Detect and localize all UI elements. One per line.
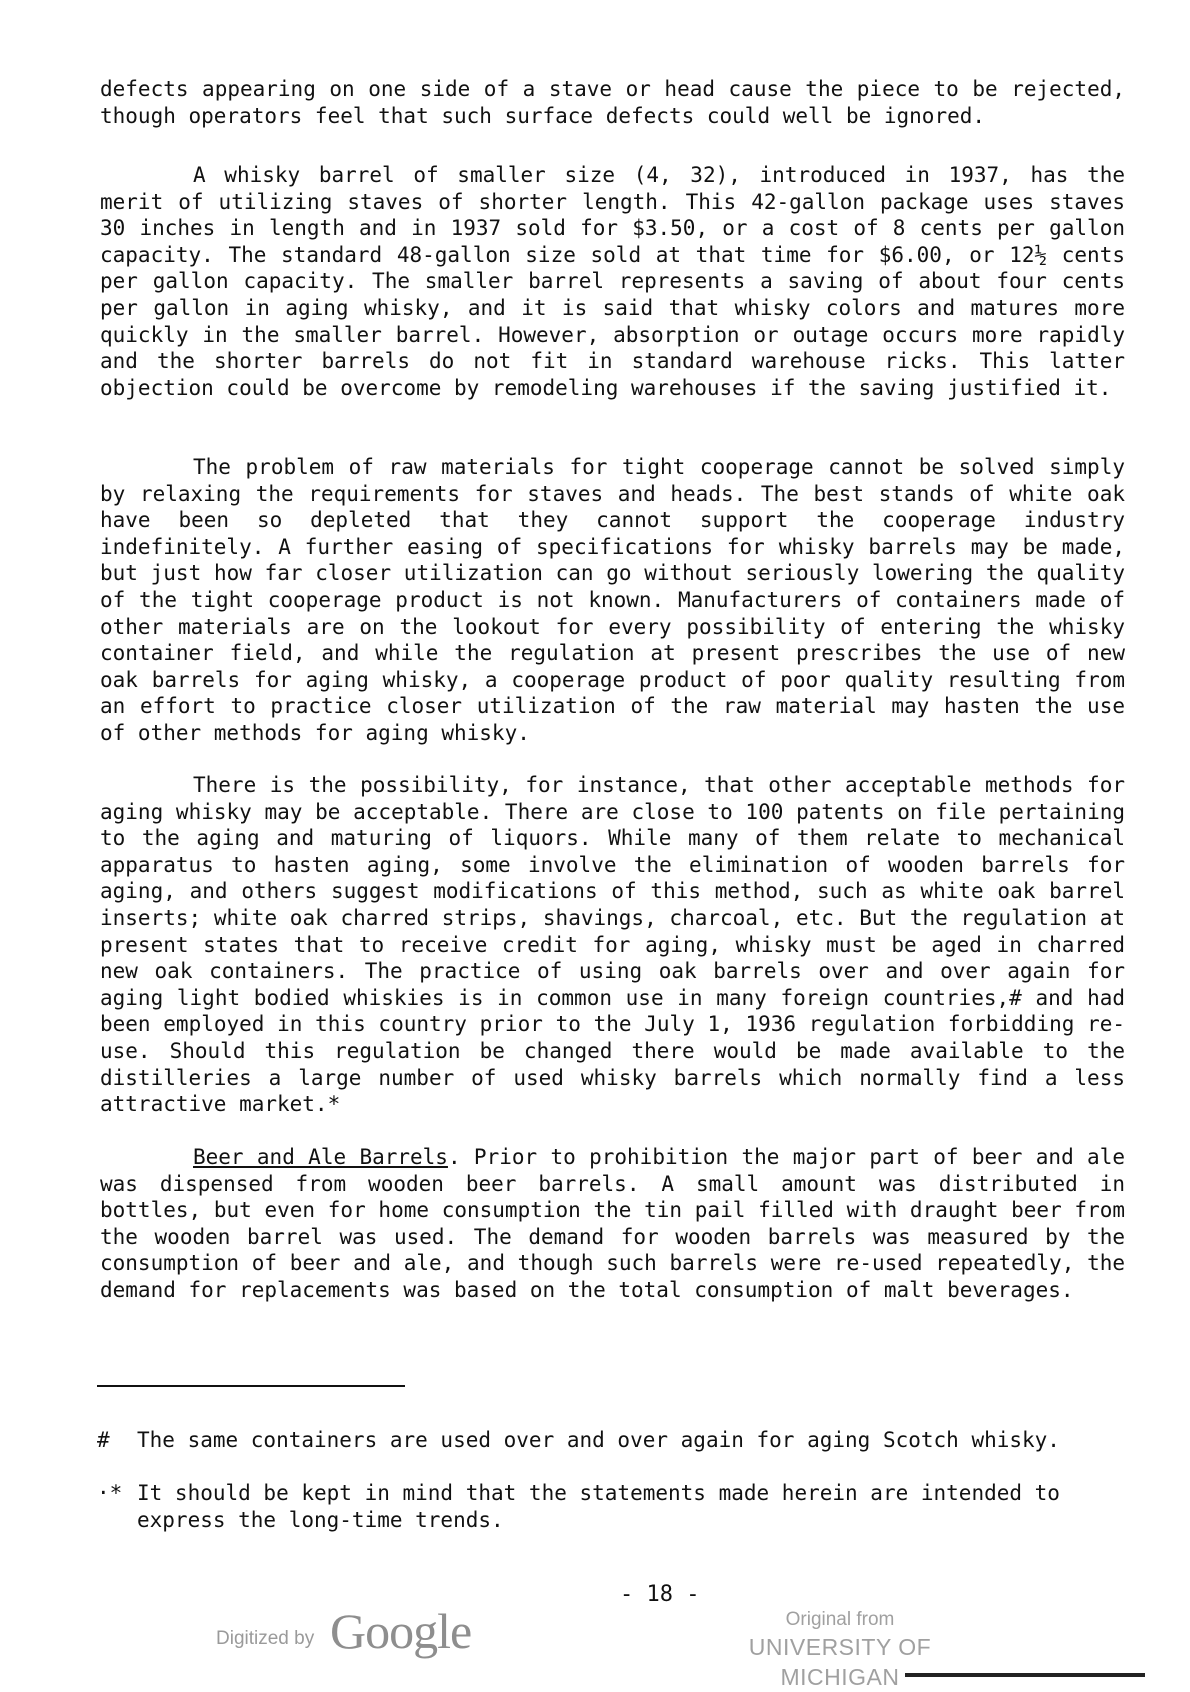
paragraph-text: There is the possibility, for instance, that other acceptable methods for aging whisky may be acceptable. There are close to 100 patents on file pertaining to the aging and maturing of liquors. While many of them relate to mechanical apparatus to hasten aging, some involve the elimination of wooden barrels for aging, and others suggest modifications of this method, such as white oak barrel inserts; white oak charred strips, shavings, charcoal, etc. But the regulation at present states that to receive credit for aging, whisky must be aged in charred new oak containers. The practice of using oak barrels over and over again for aging light bodied whiskies is in common use in many foreign countries,# and had been employed in this country prior to the July 1, 1936 regulation forbidding re-use. Should this regulation be changed there would be made available to the distilleries a large number of used whisky barrels which normally find a less attractive market.* (100, 773, 1125, 1117)
paragraph-text: defects appearing on one side of a stave or head cause the piece to be rejected, though operators feel that such surface defects could well be ignored. (100, 77, 1125, 128)
paragraph-beer-ale (100, 1144, 1125, 1304)
footnote-mark: ·* (97, 1481, 123, 1505)
footnote-text: The same containers are used over and over again for aging Scotch whisky. (137, 1428, 1060, 1452)
institution-label: UNIVERSITY OF MICHIGAN (748, 1634, 932, 1690)
paragraph-text: A whisky barrel of smaller size (4, 32), introduced in 1937, has the merit of utilizing staves of shorter length. This 42-gallon package uses staves 30 inches in length and in 1937 sold for $3.50, or a cost of 8 cents per gallon capacity. The standard 48-gallon size sold at that time for $6.00, or 12½ cents per gallon capacity. The smaller barrel represents a saving of about four cents per gallon in aging whisky, and it is said that whisky colors and matures more quickly in the smaller barrel. However, absorption or outage occurs more rapidly and the shorter barrels do not fit in standard warehouse ricks. This latter objection could be overcome by remodeling warehouses if the saving justified it. (100, 163, 1125, 400)
footnote-text: It should be kept in mind that the statements made herein are intended to express the long-time trends. (137, 1481, 1060, 1532)
google-logo: Google (330, 1603, 472, 1659)
footnote-mark: # (97, 1428, 110, 1452)
footnote-asterisk (97, 1480, 1127, 1533)
scan-edge-bar (905, 1673, 1145, 1677)
footnote-hash (97, 1427, 1127, 1454)
paragraph-aging-methods (100, 772, 1125, 1118)
original-from-watermark (690, 1608, 990, 1692)
original-from-label: Original from (785, 1609, 895, 1630)
paragraph-text: . Prior to prohibition the major part of beer and ale was dispensed from wooden beer barrels. A small amount was distributed in bottles, but even for home consumption the tin pail filled with draught beer from the wooden barrel was used. The demand for wooden barrels was measured by the consumption of beer and ale, and though such barrels were re-used repeatedly, the demand for replacements was based on the total consumption of malt beverages. (100, 1145, 1125, 1302)
section-heading: Beer and Ale Barrels (193, 1145, 448, 1169)
paragraph-raw-materials (100, 454, 1125, 747)
paragraph-text: The problem of raw materials for tight cooperage cannot be solved simply by relaxing the requirements for staves and heads. The best stands of white oak have been so depleted that they cannot support the cooperage industry indefinitely. A further easing of specifications for whisky barrels may be made, but just how far closer utilization can go without seriously lowering the quality of the tight cooperage product is not known. Manufacturers of containers made of other materials are on the lookout for every possibility of entering the whisky container field, and while the regulation at present prescribes the use of new oak barrels for aging whisky, a cooperage product of poor quality resulting from an effort to practice closer utilization of the raw material may hasten the use of other methods for aging whisky. (100, 455, 1125, 745)
paragraph-smaller-barrel (100, 162, 1125, 401)
paragraph-continuation (100, 76, 1125, 129)
digitized-by-label: Digitized by (216, 1628, 315, 1649)
footnote-divider (97, 1385, 405, 1387)
page-number: - 18 - (620, 1582, 700, 1607)
